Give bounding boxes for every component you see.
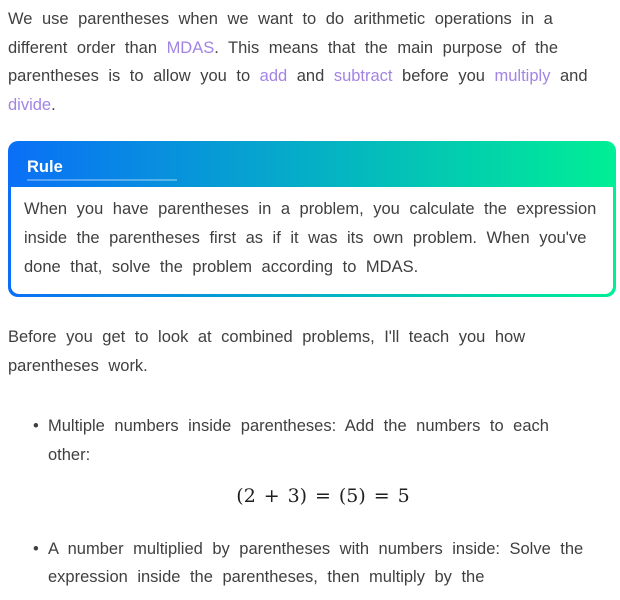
rule-callout	[8, 141, 616, 297]
rule-callout-body	[11, 187, 613, 294]
rule-callout-title: Rule	[27, 158, 177, 181]
parentheses-rules-list	[8, 412, 616, 592]
list-item-text: Multiple numbers inside parentheses: Add the numbers to each other:	[48, 417, 549, 464]
link-mdas[interactable]: MDAS	[166, 38, 215, 57]
intro-text: We use parentheses when we want to do arithmetic operations in a different order than	[8, 10, 553, 57]
list-item	[48, 412, 598, 508]
rule-callout-header	[11, 141, 613, 187]
intro-text: before you	[392, 67, 495, 86]
intro-text: . This means that the main purpose of the parentheses is to allow you to	[8, 38, 559, 86]
list-item-text: A number multiplied by parentheses with numbers inside: Solve the expression inside the parentheses, then multiply by the	[48, 539, 584, 587]
intro-text: .	[51, 96, 56, 115]
link-multiply[interactable]: multiply	[494, 67, 551, 86]
intro-paragraph	[8, 5, 616, 120]
rule-callout-text: When you have parentheses in a problem, you calculate the expression inside the parentheses first as if it was its own problem. When you've done that, solve the problem according to MDAS.	[24, 199, 597, 276]
before-list-paragraph: Before you get to look at combined problems, I'll teach you how parentheses work.	[8, 327, 526, 375]
list-item	[48, 535, 598, 592]
link-subtract[interactable]: subtract	[333, 67, 393, 86]
intro-text: and	[287, 67, 334, 86]
link-divide[interactable]: divide	[8, 96, 52, 115]
math-formula: (2 + 3) = (5) = 5	[236, 484, 410, 507]
link-add[interactable]: add	[259, 67, 288, 86]
intro-text: and	[550, 67, 588, 86]
